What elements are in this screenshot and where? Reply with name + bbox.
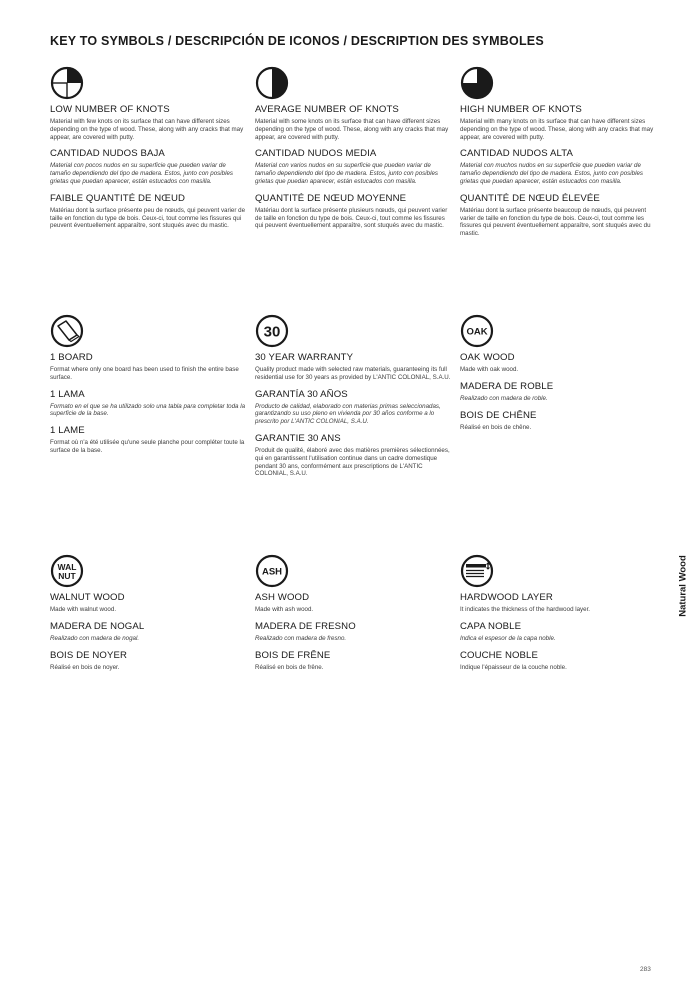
symbol-title-es: CANTIDAD NUDOS BAJA xyxy=(50,148,165,160)
ash-icon xyxy=(255,554,289,588)
symbol-title-es: MADERA DE NOGAL xyxy=(50,620,145,632)
symbol-title-es: CANTIDAD NUDOS MEDIA xyxy=(255,148,377,160)
symbol-text-fr: Format où n'a été utilisée qu'une seule planche pour compléter toute la surface de la base. xyxy=(50,439,245,454)
symbol-high-knots xyxy=(460,66,656,245)
symbol-title-es: CANTIDAD NUDOS ALTA xyxy=(460,148,573,160)
symbol-text-en: Material with many knots on its surface that can have different sizes depending on the type of wood. These, along with any cracks that may appear, are covered with putty. xyxy=(460,118,654,141)
section-side-label xyxy=(676,550,690,622)
walnut-badge-text-top: WAL xyxy=(57,562,77,572)
symbol-text-en: Quality product made with selected raw materials, guaranteeing its full residential use for 30 years as provided by L'ANTIC COLONIAL, S.A.U. xyxy=(255,366,451,381)
symbol-title-fr: QUANTITÉ DE NŒUD ÉLEVÉE xyxy=(460,192,600,204)
half-filled-circle-icon xyxy=(255,66,289,100)
symbol-warranty xyxy=(255,314,451,485)
oak-badge-text: OAK xyxy=(466,326,488,338)
warranty-30-icon xyxy=(255,314,289,348)
symbol-title-es: MADERA DE ROBLE xyxy=(460,380,554,392)
symbol-text-en: It indicates the thickness of the hardwood layer. xyxy=(460,606,591,613)
walnut-badge-text-bottom: NUT xyxy=(58,571,76,581)
symbol-title-fr: COUCHE NOBLE xyxy=(460,649,538,661)
symbol-title-en: OAK WOOD xyxy=(460,352,515,363)
symbol-text-es: Realizado con madera de fresno. xyxy=(255,634,347,642)
symbol-ash xyxy=(255,554,451,678)
symbol-text-fr: Réalisé en bois de frêne. xyxy=(255,663,324,671)
symbol-low-knots xyxy=(50,66,246,237)
symbol-text-fr: Réalisé en bois de chêne. xyxy=(460,423,532,431)
symbol-title-en: 1 BOARD xyxy=(50,352,93,363)
symbol-text-es: Formato en el que se ha utilizado solo una tabla para completar toda la superficie de la base. xyxy=(50,402,246,418)
walnut-icon xyxy=(50,554,84,588)
symbol-title-es: 1 LAMA xyxy=(50,388,85,400)
symbol-title-en: LOW NUMBER OF KNOTS xyxy=(50,104,170,115)
page-number: 283 xyxy=(640,966,651,973)
symbol-one-board xyxy=(50,314,246,462)
symbol-text-fr: Produit de qualité, élaboré avec des matières premières sélectionnées, qui en garantissent l'utilisation continue dans un cadre domestique pendant 30 ans, conformément aux prescriptions de L'ANTIC COLONIAL, S.A.U. xyxy=(255,446,450,478)
symbol-title-fr: 1 LAME xyxy=(50,425,85,437)
symbol-average-knots xyxy=(255,66,451,237)
symbol-walnut xyxy=(50,554,246,678)
symbol-text-fr: Matériau dont la surface présente peu de nœuds, qui peuvent varier de taille en fonction du type de bois. Ceux-ci, tout comme les fissures qui peuvent éventuellement apparaître, sont stuqués avec du mastic. xyxy=(50,206,246,230)
symbol-text-en: Made with oak wood. xyxy=(460,366,519,373)
symbol-text-en: Material with few knots on its surface that can have different sizes depending on the type of wood. These, along with any cracks that may appear, are covered with putty. xyxy=(50,118,244,141)
one-board-icon xyxy=(50,314,84,348)
oak-icon xyxy=(460,314,494,348)
symbol-text-en: Format where only one board has been used to finish the entire base surface. xyxy=(50,366,239,381)
symbol-text-es: Realizado con madera de nogal. xyxy=(50,634,140,642)
hardwood-layer-icon xyxy=(460,554,494,588)
symbol-text-es: Producto de calidad, elaborado con materias primas seleccionadas, garantizando su uso pleno en vivienda por 30 años conforme a lo prescrito por L'ANTIC COLONIAL, S.A.U. xyxy=(255,402,441,426)
symbol-text-en: Material with some knots on its surface that can have different sizes depending on the type of wood. These, along with any cracks that may appear, are covered with putty. xyxy=(255,118,449,141)
symbol-text-en: Made with walnut wood. xyxy=(50,606,117,613)
symbol-title-en: AVERAGE NUMBER OF KNOTS xyxy=(255,104,399,115)
symbol-title-es: MADERA DE FRESNO xyxy=(255,620,356,632)
symbol-text-fr: Matériau dont la surface présente beaucoup de nœuds, qui peuvent varier de taille en fonction du type de bois. Ceux-ci, tout comme les fissures qui peuvent éventuellement apparaître, sont stuqués avec du mastic. xyxy=(460,206,651,238)
symbol-text-fr: Réalisé en bois de noyer. xyxy=(50,663,120,671)
symbol-title-fr: QUANTITÉ DE NŒUD MOYENNE xyxy=(255,192,407,204)
symbol-oak xyxy=(460,314,656,438)
symbol-text-es: Material con varios nudos en su superficie que pueden variar de tamaño dependiendo del tipo de madera. Estos, junto con posibles grietas que puedan aparecer, están estucados con masilla. xyxy=(255,162,438,185)
symbol-title-en: 30 YEAR WARRANTY xyxy=(255,352,354,363)
symbol-text-es: Material con pocos nudos en su superficie que pueden variar de tamaño dependiendo del tipo de madera. Estos, junto con posibles grietas que puedan aparecer, están estucados con masilla. xyxy=(50,162,233,185)
symbol-title-en: HARDWOOD LAYER xyxy=(460,592,553,603)
ash-badge-text: ASH xyxy=(261,566,283,578)
page-title: KEY TO SYMBOLS / DESCRIPCIÓN DE ICONOS / DESCRIPTION DES SYMBOLES xyxy=(50,34,544,48)
symbol-hardwood-layer xyxy=(460,554,656,678)
symbol-title-en: ASH WOOD xyxy=(255,592,310,603)
symbol-title-fr: GARANTIE 30 ANS xyxy=(255,432,341,444)
symbol-text-es: Indica el espesor de la capa noble. xyxy=(460,634,556,642)
symbol-title-en: HIGH NUMBER OF KNOTS xyxy=(460,104,582,115)
symbol-text-es: Material con muchos nudos en su superficie que pueden variar de tamaño dependiendo del tipo de madera. Estos, junto con posibles grietas que puedan aparecer, están estucados con masilla. xyxy=(460,162,643,185)
quarter-filled-circle-icon xyxy=(50,66,84,100)
section-side-label-text: Natural Wood xyxy=(677,555,689,617)
symbol-title-fr: BOIS DE CHÊNE xyxy=(460,409,537,421)
three-quarter-filled-circle-icon xyxy=(460,66,494,100)
symbol-title-es: CAPA NOBLE xyxy=(460,620,522,632)
symbol-title-fr: BOIS DE FRÊNE xyxy=(255,649,331,661)
symbol-title-es: GARANTÍA 30 AÑOS xyxy=(255,388,348,400)
warranty-badge-text: 30 xyxy=(263,323,281,341)
symbol-title-en: WALNUT WOOD xyxy=(50,592,125,603)
symbol-title-fr: BOIS DE NOYER xyxy=(50,649,128,661)
symbol-text-fr: Indique l'épaisseur de la couche noble. xyxy=(460,663,567,671)
symbol-text-fr: Matériau dont la surface présente plusieurs nœuds, qui peuvent varier de taille en fonction du type de bois. Ceux-ci, tout comme les fissures qui peuvent éventuellement apparaître, sont stuqués avec du mastic. xyxy=(255,206,448,230)
symbol-title-fr: FAIBLE QUANTITÉ DE NŒUD xyxy=(50,192,186,204)
symbol-text-es: Realizado con madera de roble. xyxy=(460,394,548,402)
symbol-text-en: Made with ash wood. xyxy=(255,606,314,613)
